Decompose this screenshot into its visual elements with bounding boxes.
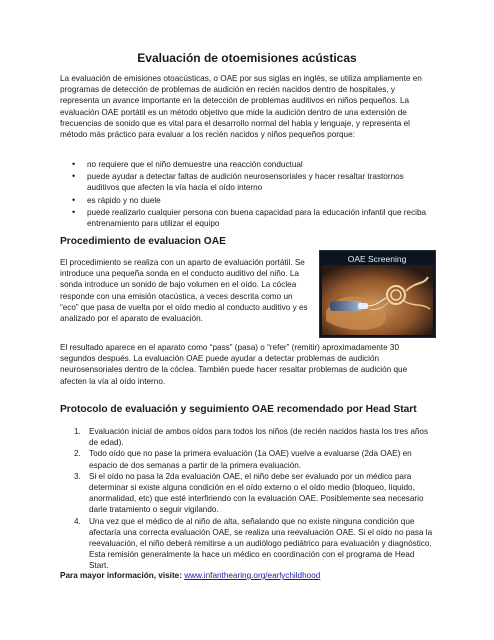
section-heading-procedure: Procedimiento de evaluacion OAE [60, 236, 226, 247]
step-number: 4. [74, 516, 81, 526]
list-item [60, 471, 436, 516]
step-number: 1. [74, 427, 81, 436]
intro-paragraph: La evaluación de emisiones otoacústicas, o OAE por sus siglas en inglés, se utiliza ampliamente en programas de detección de problemas de audición en recién nacidos dentro de hospitales, y representa un avance importante en la detección de problemas auditivos en niños pequeños. La evaluación OAE portátil es un método objetivo que mide la audición dentro de una extensión de frecuencias de sonido que es vital para el desarrollo normal del habla y lenguaje, y representa el método más práctico para evaluar a los recién nacidos y niños pequeños porque: [60, 74, 422, 140]
section-heading-protocol: Protocolo de evaluación y seguimiento OAE recomendado por Head Start [60, 404, 417, 415]
benefits-list [60, 159, 436, 230]
ear-diagram [320, 251, 435, 337]
list-item [60, 516, 436, 572]
step-text: Si el oído no pasa la 2da evaluación OAE, el niño debe ser evaluado por un médico para determinar si existe alguna condición en el oído externo o el oído medio (bloqueo, líquido, anormalidad, etc) que esté interfiriendo con la evaluación OAE. Posiblemente sea necesario darle tratamiento o seguir vigilando. [89, 471, 424, 515]
result-paragraph: El resultado aparece en el aparato como “pass” (pasa) o “refer” (remitir) aproximadamente 30 segundos después. La evaluación OAE puede ayudar a detectar problemas de audición neurosensoriales dentro de la cóclea. También puede hacer resaltar problemas de audición que afecten la vía al oído interno. [60, 343, 408, 386]
more-info [60, 571, 320, 580]
figure-caption: OAE Screening [347, 254, 407, 264]
step-number: 3. [74, 471, 81, 481]
list-item [60, 448, 436, 470]
step-number: 2. [74, 449, 81, 459]
list-item: • es rápido y no duele [60, 195, 436, 206]
procedure-paragraph: El procedimiento se realiza con un aparto de evaluación portátil. Se introduce una pequeña sonda en el conducto auditivo del niño. La sonda introduce un sonido de bajo volumen en el oído. La cóclea responde con una emisión otacústica, a veces descrita como un “eco” que pasa de vuelta por el oído medio al conducto auditivo y es analizado por el aparato de evaluación. [60, 258, 308, 324]
list-item [60, 426, 436, 448]
page-title: Evaluación de otoemisiones acústicas [137, 51, 357, 65]
more-info-link[interactable]: www.infanthearing.org/earlychildhood [184, 571, 321, 580]
list-item: • puede ayudar a detectar faltas de audición neurosensoriales y hacer resaltar trastornos auditivos que afecten la vía hacia el oído interno [60, 171, 436, 193]
protocol-steps [60, 426, 436, 572]
list-item: • puede realizarlo cualquier persona con buena capacidad para la educación infantil que reciba entrenamiento para utilizar el equipo [60, 207, 436, 229]
more-info-label: Para mayor información, visite: [60, 571, 182, 580]
step-text: Todo oído que no pase la primera evaluación (1a OAE) vuelve a evaluarse (2da OAE) en espacio de dos semanas a partir de la primera evaluación. [89, 449, 412, 470]
list-item: • no requiere que el niño demuestre una reacción conductual [60, 159, 436, 170]
step-text: Una vez que el médico de al niño de alta, señalando que no existe ninguna condición que afectaría una correcta evaluación OAE, se realiza una reevaluación OAE. Si el oído no pasa la reevaluación, el niño deberá remitirse a un audiólogo pediátrico para evaluación y diagnóstico. Esta remisión generalmente la hace un médico en coordinación con el programa de Head Start. [89, 516, 433, 571]
oae-screening-illustration [320, 251, 435, 337]
step-text: Evaluación inicial de ambos oídos para todos los niños (de recién nacidos hasta los tres años de edad). [89, 427, 429, 448]
